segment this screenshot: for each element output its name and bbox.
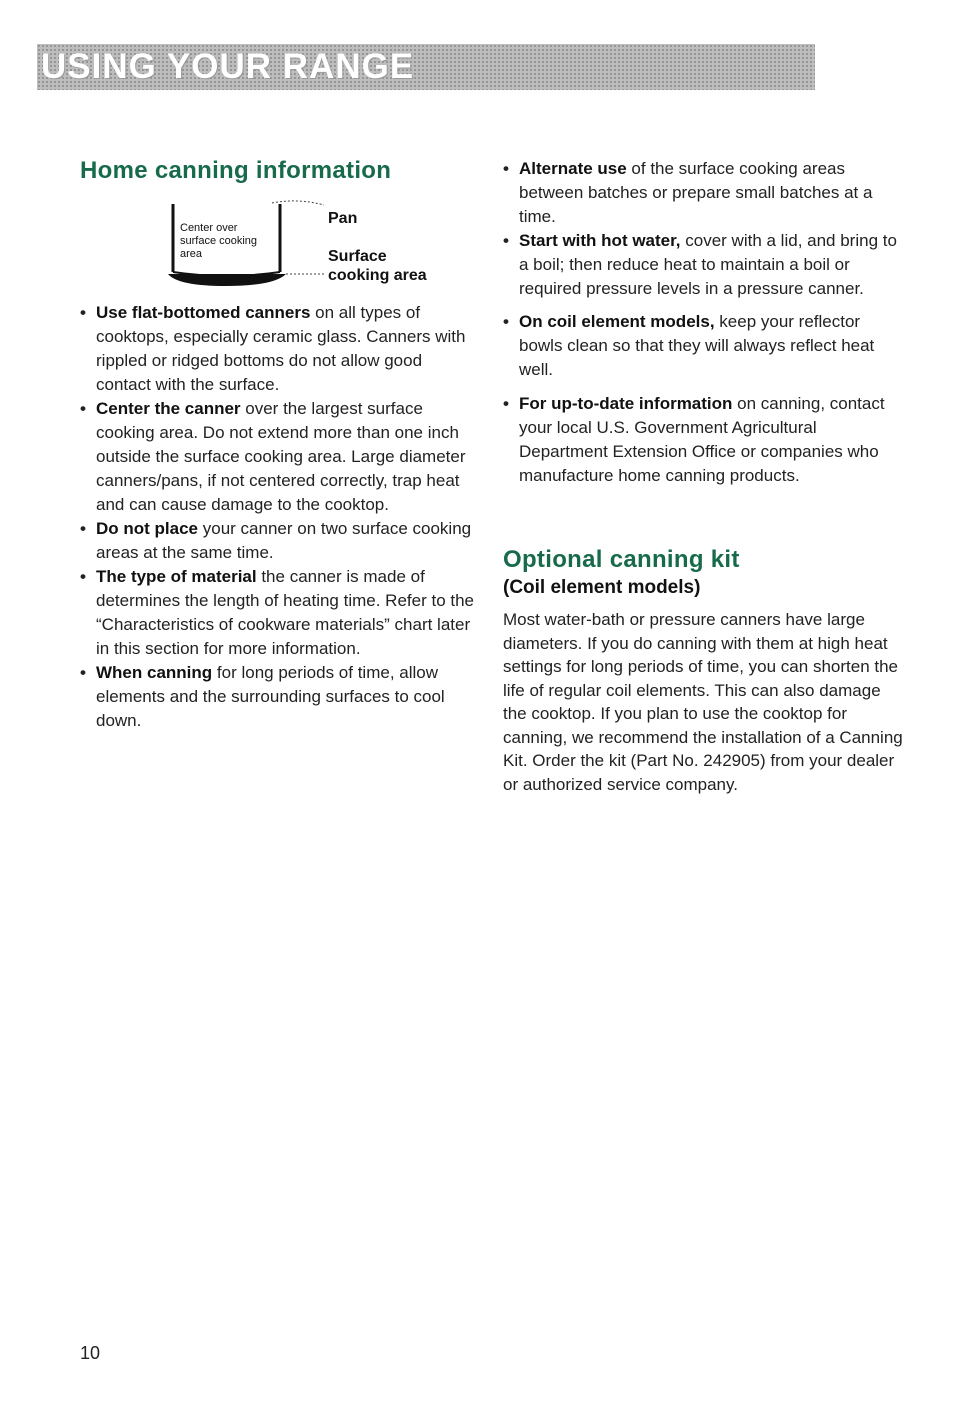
canner-diagram [168,200,458,292]
bullet-coil-element: • On coil element models, keep your reflector bowls clean so that they will always reflect heat well. [503,310,903,382]
left-bullet-list [80,301,475,733]
bullet-start-hot-water: • Start with hot water, cover with a lid, and bring to a boil; then reduce heat to maintain a boil or required pressure levels in a pressure canner. [503,229,903,301]
right-bullet-list [503,157,903,488]
surface-label-1: Surface [328,248,387,265]
bullet-flat-bottomed: • Use flat-bottomed canners on all types of cooktops, especially ceramic glass. Canners with rippled or ridged bottoms do not allow good contact with the surface. [80,301,475,397]
banner-title: USING YOUR RANGE [41,47,415,86]
section-banner [37,44,815,90]
pan-label: Pan [328,210,358,227]
center-label-2: surface cooking [180,235,258,247]
bullet-when-canning: • When canning for long periods of time, allow elements and the surrounding surfaces to cool down. [80,661,475,733]
optional-kit-subheading: (Coil element models) [503,577,701,598]
center-label-1: Center over [180,222,238,234]
bullet-alternate-use: • Alternate use of the surface cooking areas between batches or prepare small batches at a time. [503,157,903,229]
bullet-type-of-material: • The type of material the canner is made of determines the length of heating time. Refer to the “Characteristics of cookware materials” chart later in this section for more information. [80,565,475,661]
surface-label-2: cooking area [328,267,427,284]
optional-kit-body: Most water-bath or pressure canners have large diameters. If you do canning with them at high heat settings for long periods of time, you can shorten the life of regular coil elements. This can also damage the cooktop. If you plan to use the cooktop for canning, we recommend the installation of a Canning Kit. Order the kit (Part No. 242905) from your dealer or authorized service company. [503,610,903,794]
center-label-3: area [180,248,203,260]
bullet-up-to-date: • For up-to-date information on canning, contact your local U.S. Government Agricultural Department Extension Office or companies who manufacture home canning products. [503,392,903,488]
home-canning-heading: Home canning information [80,157,392,184]
bullet-center-canner: • Center the canner over the largest surface cooking area. Do not extend more than one inch outside the surface cooking area. Large diameter canners/pans, if not centered correctly, trap heat and can cause damage to the cooktop. [80,397,475,517]
page-number: 10 [80,1343,101,1363]
optional-kit-heading: Optional canning kit [503,546,740,573]
bullet-do-not-place: • Do not place your canner on two surface cooking areas at the same time. [80,517,475,565]
